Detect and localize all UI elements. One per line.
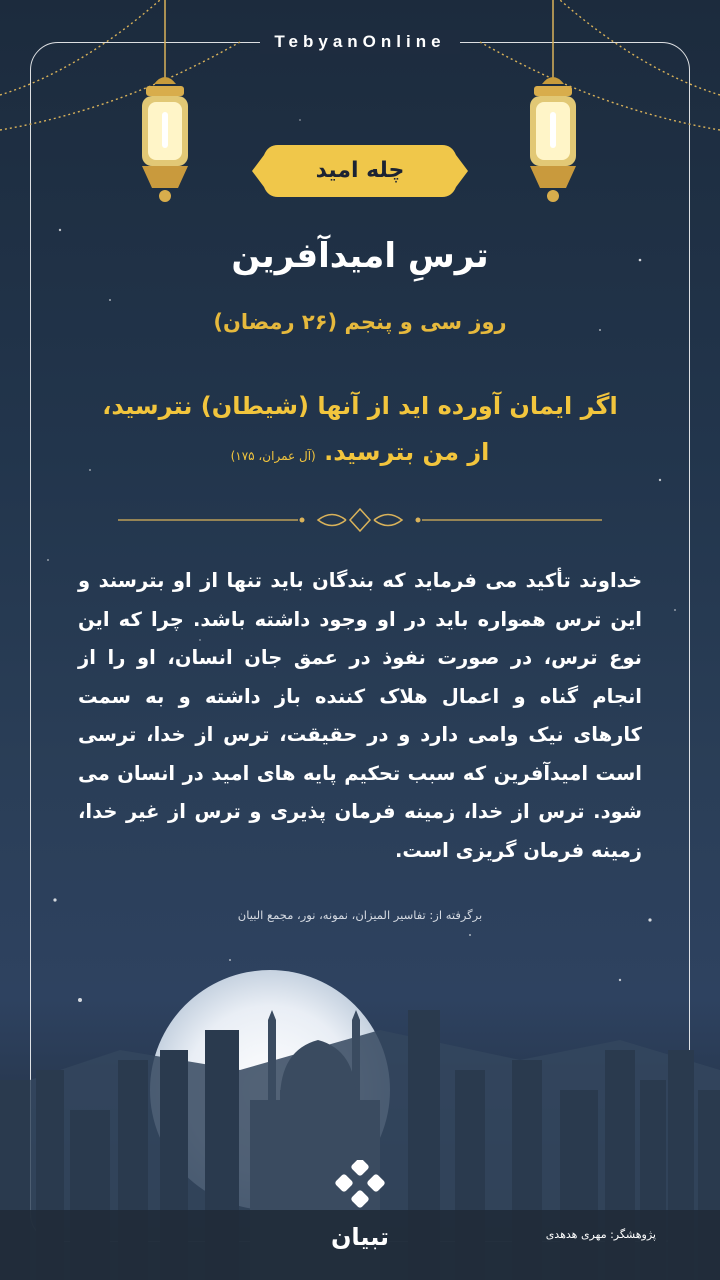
verse-line-2: از من بترسید. — [324, 438, 490, 466]
verse-reference: (آل عمران، ۱۷۵) — [230, 449, 316, 463]
brand-logo-text: تبیان — [330, 1223, 390, 1251]
quran-verse — [90, 383, 630, 479]
badge-label: چله امید — [315, 158, 405, 183]
body-paragraph: خداوند تأکید می فرماید که بندگان باید تنها از او بترسند و این ترس همواره باید در او وجود داشته باشد. چرا که این نوع ترس، در صورت نفوذ در عمق جان انسان، او را از انجام گناه و اعمال هلاک کننده باز داشته و به سمت کارهای نیک وامی دارد و در حقیقت، ترس از خدا، ترسی است امیدآفرین که سبب تحکیم پایه های امید در انسان می شود. ترس از خدا، زمینه فرمان پذیری و ترس از غیر خدا، زمینه فرمان گریزی است. — [78, 569, 642, 862]
lantern-left-icon — [132, 0, 198, 210]
source-note: برگرفته از: تفاسیر المیزان، نمونه، نور، مجمع البیان — [237, 908, 483, 922]
lantern-right-icon — [520, 0, 586, 210]
chelle-omid-badge — [252, 145, 468, 197]
page-title: ترسِ امیدآفرین — [231, 236, 489, 276]
researcher-credit: پژوهشگر: مهری هدهدی — [545, 1228, 656, 1241]
verse-line-1: اگر ایمان آورده اید از آنها (شیطان) نترسید، — [102, 392, 618, 420]
ornament-divider — [118, 505, 602, 535]
day-subtitle: روز سی و پنجم (۲۶ رمضان) — [213, 310, 507, 334]
brand-top-label: TebyanOnline — [260, 30, 459, 54]
garland-decoration — [0, 0, 720, 140]
